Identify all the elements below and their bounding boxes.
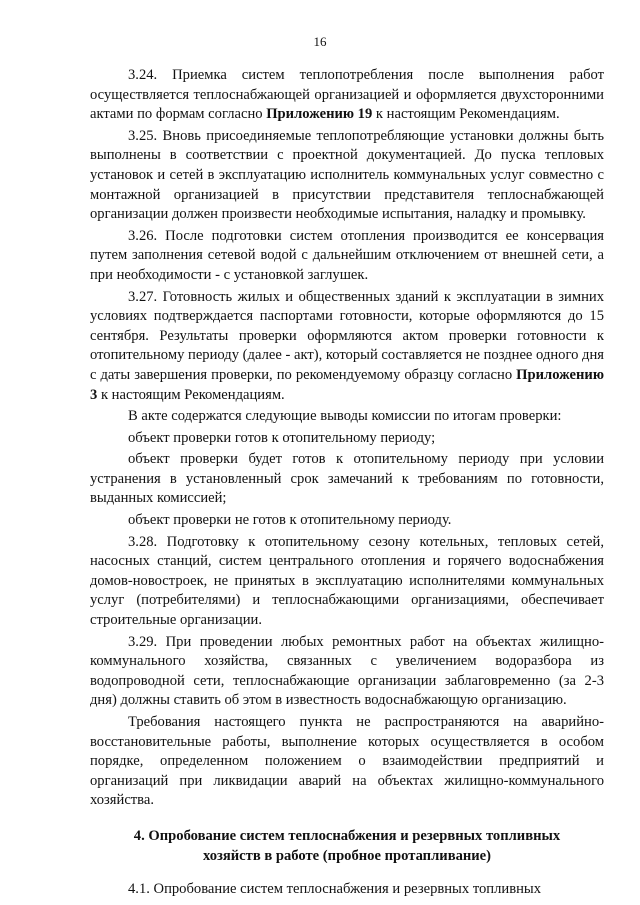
conclusion-ready: объект проверки готов к отопительному периоду; <box>128 429 436 446</box>
conclusion-conditionally-ready: объект проверки будет готов к отопительному периоду при условии устранения в установленный срок замечаний к требованиям по готовности, выданных комиссией; <box>90 451 604 507</box>
appendix-3-reference: Приложению 3 <box>90 366 604 403</box>
section-4-heading <box>90 827 604 866</box>
paragraph-3-28: 3.28. Подготовку к отопительному сезону котельных, тепловых сетей, насосных станций, систем центрального отопления и горячего водоснабжения домов-новостроек, не принятых в эксплуатацию исполнителями коммунальных услуг (потребителями) и теплоснабжающими организациями, обеспечивает строительные организации. <box>90 533 604 629</box>
paragraph-3-27-tail: к настоящим Рекомендациям. <box>97 386 285 403</box>
appendix-19-reference: Приложению 19 <box>266 106 373 123</box>
document-body <box>90 66 604 900</box>
paragraph-3-24-text: 3.24. Приемка систем теплопотребления после выполнения работ осуществляется теплоснабжающей организацией и оформляется двухсторонними актами по формам согласно <box>90 67 604 123</box>
act-conclusions-intro: В акте содержатся следующие выводы комиссии по итогам проверки: <box>128 408 562 425</box>
paragraph-4-1: 4.1. Опробование систем теплоснабжения и резервных топливных <box>128 881 542 898</box>
section-4-heading-line-2: хозяйств в работе (пробное протапливание) <box>202 847 492 864</box>
section-4-heading-line-1: 4. Опробование систем теплоснабжения и резервных топливных <box>133 827 561 844</box>
paragraph-3-25: 3.25. Вновь присоединяемые теплопотребляющие установки должны быть выполнены в соответствии с проектной документацией. До пуска тепловых установок и сетей в эксплуатацию исполнитель коммунальных услуг совместно с монтажной организацией в присутствии представителя теплоснабжающей организации должен произвести необходимые испытания, наладку и промывку. <box>90 127 604 223</box>
page-number: 16 <box>313 34 327 49</box>
paragraph-3-29: 3.29. При проведении любых ремонтных работ на объектах жилищно-коммунального хозяйства, связанных с увеличением водоразбора из водопроводной сети, теплоснабжающие организации заблаговременно (за 2-3 дня) должны ставить об этом в известность водоснабжающую организацию. <box>90 633 604 709</box>
paragraph-3-29-note: Требования настоящего пункта не распространяются на аварийно-восстановительные работы, выполнение которых осуществляется в особом порядке, определенном положением о взаимодействии предприятий и организаций при ликвидации аварий на объектах жилищно-коммунального хозяйства. <box>90 714 604 809</box>
paragraph-3-27 <box>90 288 604 406</box>
paragraph-3-24-tail: к настоящим Рекомендациям. <box>372 106 560 123</box>
paragraph-3-26: 3.26. После подготовки систем отопления производится ее консервация путем заполнения сетевой водой с дальнейшим отключением от внешней сети, а при необходимости - с установкой заглушек. <box>90 227 604 283</box>
paragraph-3-24 <box>90 66 604 125</box>
paragraph-3-27-text: 3.27. Готовность жилых и общественных зданий к эксплуатации в зимних условиях подтверждается паспортами готовности, которые оформляются до 15 сентября. Результаты проверки оформляются актом проверки готовности к отопительному периоду (далее - акт), который составляется не позднее одного дня с даты завершения проверки, по рекомендуемому образцу согласно <box>90 288 604 383</box>
conclusion-not-ready: объект проверки не готов к отопительному периоду. <box>128 512 452 529</box>
